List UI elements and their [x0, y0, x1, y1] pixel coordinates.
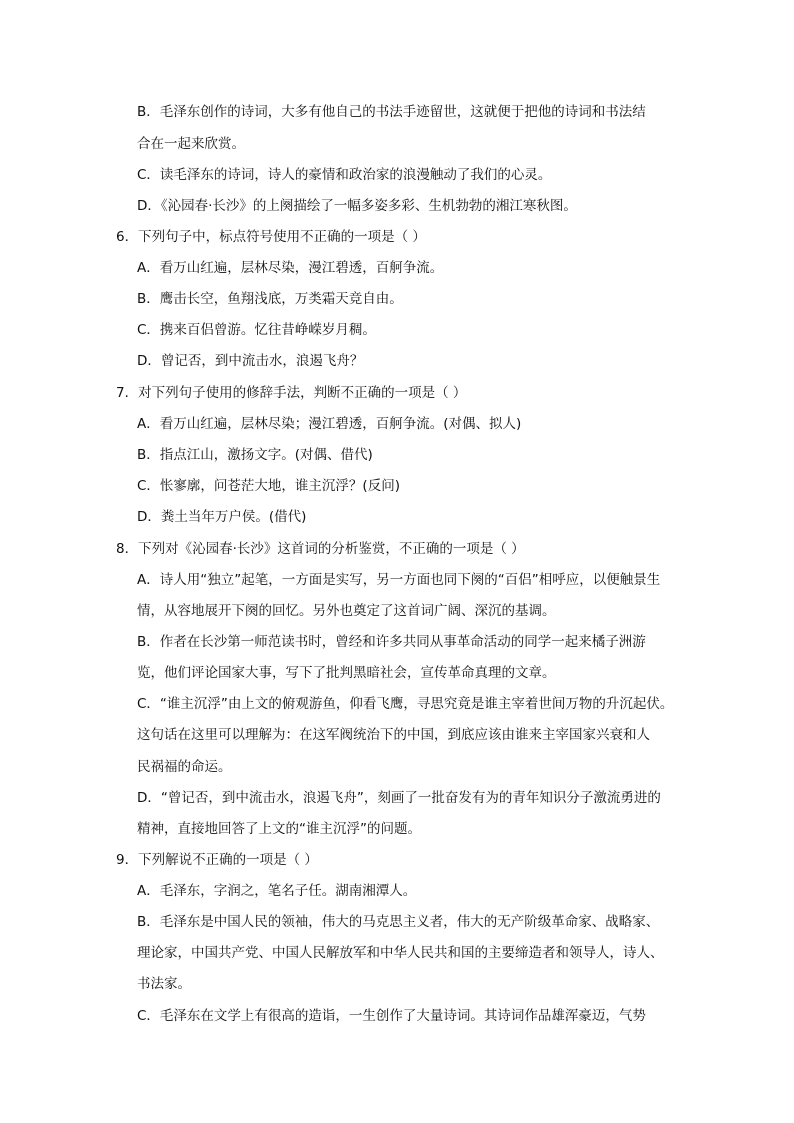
- option-line: B．鹰击长空，鱼翔浅底，万类霜天竞自由。: [137, 291, 403, 307]
- question-stem: 8．下列对《沁园春·长沙》这首词的分析鉴赏，不正确的一项是（ ）: [116, 541, 525, 557]
- text-line: 精神，直接地回答了上文的“谁主沉浮”的问题。: [137, 821, 421, 837]
- option-line: A．毛泽东，字润之，笔名子任。湖南湘潭人。: [137, 883, 417, 899]
- option-line: B．毛泽东是中国人民的领袖，伟大的马克思主义者，伟大的无产阶级革命家、战略家、: [137, 914, 660, 930]
- question-stem: 9．下列解说不正确的一项是（ ）: [116, 852, 318, 868]
- option-line: C．“谁主沉浮”由上文的俯观游鱼，仰看飞鹰，寻思究竟是谁主宰着世间万物的升沉起伏。: [137, 696, 674, 712]
- option-line: A．看万山红遍，层林尽染；漫江碧透，百舸争流。(对偶、拟人): [137, 416, 522, 432]
- option-line: C．怅寥廓，问苍茫大地，谁主沉浮？(反问): [137, 478, 400, 494]
- option-line: D．《沁园春·长沙》的上阕描绘了一幅多姿多彩、生机勃勃的湘江寒秋图。: [137, 198, 577, 214]
- text-line: 理论家，中国共产党、中国人民解放军和中华人民共和国的主要缔造者和领导人，诗人、: [137, 945, 664, 961]
- question-stem: 6．下列句子中，标点符号使用不正确的一项是（ ）: [116, 229, 426, 245]
- option-line: D．“曾记否，到中流击水，浪遏飞舟”，刻画了一批奋发有为的青年知识分子激流勇进的: [137, 790, 661, 806]
- option-line: B．毛泽东创作的诗词，大多有他自己的书法手迹留世，这就便于把他的诗词和书法结: [137, 104, 646, 120]
- option-line: D．曾记否，到中流击水，浪遏飞舟？: [137, 353, 364, 369]
- option-line: C．读毛泽东的诗词，诗人的豪情和政治家的浪漫触动了我们的心灵。: [137, 167, 552, 183]
- text-line: 览，他们评论国家大事，写下了批判黑暗社会，宣传革命真理的文章。: [137, 665, 556, 681]
- option-line: C．携来百侣曾游。忆往昔峥嵘岁月稠。: [137, 322, 376, 338]
- text-line: 这句话在这里可以理解为：在这军阀统治下的中国，到底应该由谁来主宰国家兴衰和人: [137, 727, 650, 743]
- option-line: B．指点江山，激扬文字。(对偶、借代): [137, 447, 373, 463]
- option-line: A．看万山红遍，层林尽染，漫江碧透，百舸争流。: [137, 260, 444, 276]
- option-line: C．毛泽东在文学上有很高的造诣，一生创作了大量诗词。其诗词作品雄浑豪迈，气势: [137, 1008, 646, 1024]
- text-line: 合在一起来欣赏。: [137, 136, 245, 152]
- option-line: A．诗人用“独立”起笔，一方面是实写，另一方面也同下阕的“百侣”相呼应，以便触景生: [137, 572, 661, 588]
- question-stem: 7．对下列句子使用的修辞手法，判断不正确的一项是（ ）: [116, 385, 467, 401]
- option-line: D．粪土当年万户侯。(借代): [137, 509, 307, 525]
- text-line: 情，从容地展开下阕的回忆。另外也奠定了这首词广阔、深沉的基调。: [137, 603, 556, 619]
- option-line: B．作者在长沙第一师范读书时，曾经和许多共同从事革命活动的同学一起来橘子洲游: [137, 634, 646, 650]
- text-line: 书法家。: [137, 976, 191, 992]
- text-line: 民祸福的命运。: [137, 759, 232, 775]
